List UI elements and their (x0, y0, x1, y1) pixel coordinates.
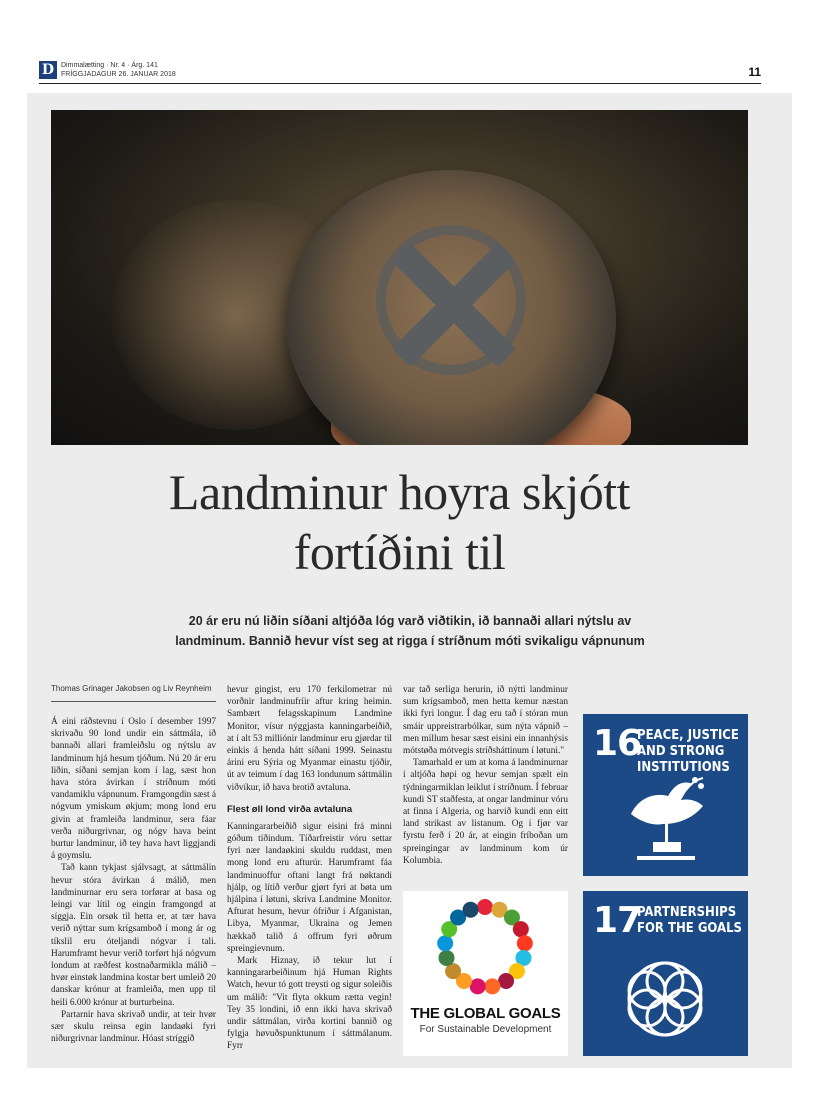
headline-line: fortíðini til (293, 524, 506, 580)
partnership-rings-icon (583, 891, 748, 1056)
goals-wheel-dot (498, 973, 514, 989)
global-goals-title: THE GLOBAL GOALS (410, 1005, 561, 1022)
body-paragraph: hevur gingist, eru 170 ferkilometrar nú vorðnir landminufríir aftur kring heimin. Sambært felagsskapinum Landmine Monitor, vísur nýggjasta kanningarbeiðið, at í alt 53 milliónir landminur eru gjørdar til einkis á henda hátt síðani 1999. Seinastu árini eru Sýria og Myanmar einastu tjóðir, út av teimum í dag 163 londunum sáttmálin viðvíkur, ið hava brotið avtaluna. (227, 685, 392, 793)
global-goals-subtitle: For Sustainable Development (419, 1024, 552, 1035)
article-column-3 (403, 684, 568, 867)
sdg-17-tile (583, 891, 748, 1056)
body-paragraph: Tamarhald er um at koma á landminurnar í altjóða høpi og hevur semjan spælt ein týdningarmiklan leiklut í stríðnum. Í februar kundi ST staðfesta, at ongar landminur vóru at finna í Algeria, og harvið kundi enn eitt land strikast av listanum. Og í fjør var fyrstu ferð í 20 ár, at eingin fríboðan um spreingingar av landminum kom úr Kolumbia. (403, 758, 568, 866)
sdg-16-tile (583, 714, 748, 876)
newspaper-logo: D (39, 61, 57, 79)
issue-info: Dimmalætting · Nr. 4 · Árg. 141 (61, 62, 158, 69)
sdg-title: PEACE, JUSTICE AND STRONG INSTITUTIONS (637, 728, 739, 775)
dove-gavel-icon (583, 714, 748, 876)
sdg-number: 16 (593, 723, 642, 764)
body-paragraph: Tað kann tykjast sjálvsagt, at sáttmálin hevur stóra ávirkan á málið, men landminurnar eru sera torførar at basa og leingi var lítil og eingin framgongd at síggja. Ein orsøk til hetta er, at tær hava verið nýttar sum krígsamboð í mong ár og tíkslil eru óteljandi nógvar í tali. Harumframt hevur verið torført hjá nógvum londum at ræðfest kostnaðarmikla málið – hvør einstøk landmina kostar bert umleið 20 danskar krónur at framleiða, men upp til heili 6.000 krónur at burturbeina. (51, 863, 216, 1008)
goals-wheel-dot (439, 950, 455, 966)
issue-date: FRÍGGJADAGUR 26. JANUAR 2018 (61, 71, 176, 78)
masthead-rule (39, 83, 761, 84)
body-paragraph: var tað serliga herurin, ið nýtti landminur sum krígsamboð, men hetta kemur næstan ikki fyri longur. Í dag eru tað í stóran mun smáir uppreistrarbólkar, sum nýta vápnið – men millum hesar sæst eisini ein innanhýsis mótstøða mótvegis stríðsháttinum í løtuni." (403, 685, 568, 757)
lead-line: 20 ár eru nú liðin síðani altjóða lóg varð viðtikin, ið bannaði allari nýtslu av (188, 614, 632, 628)
subheading: Flest øll lond virða avtaluna (227, 803, 353, 815)
goals-wheel-dot (477, 899, 493, 915)
body-paragraph: Mark Hiznay, ið tekur lut í kanningararbeiðinum hjá Human Rights Watch, hevur tó gott treysti og sigur soleiðis um málið: "Vit flyta okkum rætta vegin! Tey 35 londini, ið enn ikki hava skrivað undir sáttmálan, virða kortini bannið og fylgja høvuðspunktunum í sáttmálanum. Fyrr (227, 956, 392, 1052)
goals-wheel-dot (513, 921, 529, 937)
body-paragraph: Á eini ráðstevnu í Oslo í desember 1997 skrivaðu 90 lond undir ein sáttmála, ið bannaði allari framleiðslu og nýtslu av landminum hjá hesum tjóðum. Nú 20 ár eru liðin, síðani semjan kom í lag, sæst hon hava stóra ávirkan í stríðnum móti vandamiklu vápnunum. Framgongdin sæst á nógvum ymiskum økjum; mong lond eru givin at framleiða landminur, sera fáar verða niðurgrivnar, og nógv hava beint burtur landminur, ið tey hava havt liggjandi á goymslu. (51, 717, 217, 862)
headline (51, 462, 748, 582)
headline-line: Landminur hoyra skjótt (168, 464, 631, 520)
lead-line: landminum. Bannið hevur víst seg at rigga í stríðnum móti svikaligu vápnunum (175, 634, 645, 648)
landmine-photo (51, 110, 748, 445)
article-column-2 (227, 684, 392, 1053)
goals-wheel-dot (463, 902, 479, 918)
body-paragraph: Partarnir hava skrivað undir, at teir hvør sær skulu reinsa egin landaøki fyri niðurgrivnar landminur. Hóast stríggið (51, 1009, 216, 1045)
article-column-1 (51, 684, 216, 1045)
goals-wheel-dot (484, 978, 500, 994)
page-number: 11 (748, 65, 761, 79)
global-goals-logo (403, 891, 568, 1056)
lead-paragraph (140, 611, 680, 651)
goals-wheel-icon (403, 891, 568, 1001)
byline: Thomas Grinager Jakobsen og Liv Reynheim (51, 684, 216, 702)
goals-wheel-dot (437, 935, 453, 951)
sdg-title: PARTNERSHIPS FOR THE GOALS (637, 905, 742, 936)
masthead (39, 60, 761, 82)
goals-wheel-dot (517, 935, 533, 951)
body-paragraph: Kanningararbeiðið sigur eisini frá minni góðum tíðindum. Tíðarfreistir vóru settar fyri nær landaøkini skuldu ruddast, men mong lond eru afturúr. Harumframt fáa landminuoffur oftani langt frá nøktandi hjálp, og lítið verður gjørt fyri at bøta um hjálpina í løtuni, skriva Landmine Monitor. Afturat hesum, hevur ófriður í Afganistan, Libya, Myanmar, Ukraina og Jemen hækkað talið á offrum fyri øðrum spreingievnum. (227, 821, 392, 954)
goals-wheel-dot (470, 978, 486, 994)
sdg-number: 17 (593, 900, 642, 941)
